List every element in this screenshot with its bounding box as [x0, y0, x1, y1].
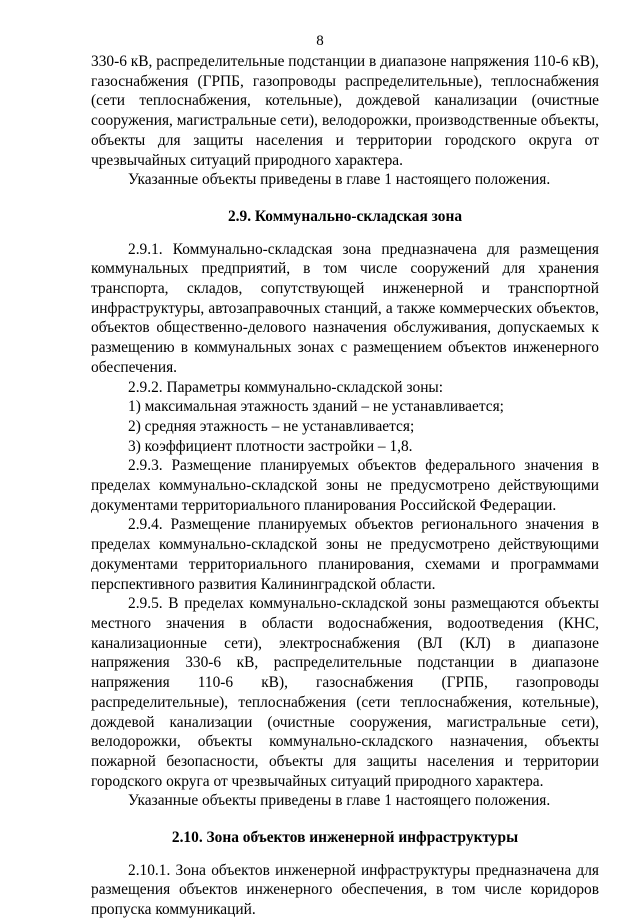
section-heading: 2.9. Коммунально-складская зона: [227, 207, 463, 225]
paragraph: 2.9.4. Размещение планируемых объектов регионального значения в пределах коммунально-складской зоны не предусмотрено действующими документами территориального планирования, схемами и программами перспективного развития Калининградской области.: [91, 516, 599, 593]
list-item: 3) коэффициент плотности застройки – 1,8.: [128, 437, 413, 455]
paragraph: Указанные объекты приведены в главе 1 настоящего положения.: [128, 171, 551, 189]
paragraph: 330-6 кВ, распределительные подстанции в диапазоне напряжения 110-6 кВ), газоснабжения (ГРПБ, газопроводы распределительные), теплоснабжения (сети теплоснабжения, котельные), дождевой канализации (очистные сооружения, магистральные сети), велодорожки, производственные объекты, объекты для защиты населения и территории городского округа от чрезвычайных ситуаций природного характера.: [91, 53, 599, 169]
paragraph: 2.9.2. Параметры коммунально-складской зоны:: [128, 378, 444, 396]
paragraph: 2.9.1. Коммунально-складская зона предназначена для размещения коммунальных предприятий, в том числе сооружений для хранения транспорта, складов, сопутствующей инженерной и транспортной инфраструктуры, автозаправочных станций, а также коммерческих объектов, объектов общественно-делового назначения обслуживания, допускаемых к размещению в коммунальных зонах с размещением объектов инженерного обеспечения.: [91, 240, 599, 376]
paragraph: 2.9.3. Размещение планируемых объектов федерального значения в пределах коммунально-складской зоны не предусмотрено действующими документами территориального планирования Российской Федерации.: [91, 457, 599, 514]
paragraph: 2.10.1. Зона объектов инженерной инфраструктуры предназначена для размещения объектов инженерного обеспечения, в том числе коридоров пропуска коммуникаций.: [91, 861, 599, 919]
document-body: [91, 52, 599, 920]
paragraph: Указанные объекты приведены в главе 1 настоящего положения.: [128, 792, 551, 810]
paragraph: 2.9.5. В пределах коммунально-складской зоны размещаются объекты местного значения в области водоснабжения, водоотведения (КНС, канализационные сети), электроснабжения (ВЛ (КЛ) в диапазоне напряжения 330-6 кВ, распределительные подстанции в диапазоне напряжения 110-6 кВ), газоснабжения (ГРПБ, газопроводы распределительные), теплоснабжения (сети теплоснабжения, котельные), дождевой канализации (очистные сооружения, магистральные сети), велодорожки, объекты коммунально-складского назначения, объекты пожарной безопасности, объекты для защиты населения и территории городского округа от чрезвычайных ситуаций природного характера.: [91, 595, 599, 790]
list-item: 2) средняя этажность – не устанавливается;: [128, 417, 415, 435]
page-number: 8: [316, 33, 324, 49]
section-heading: 2.10. Зона объектов инженерной инфраструктуры: [171, 829, 519, 847]
list-item: 1) максимальная этажность зданий – не устанавливается;: [128, 398, 504, 416]
